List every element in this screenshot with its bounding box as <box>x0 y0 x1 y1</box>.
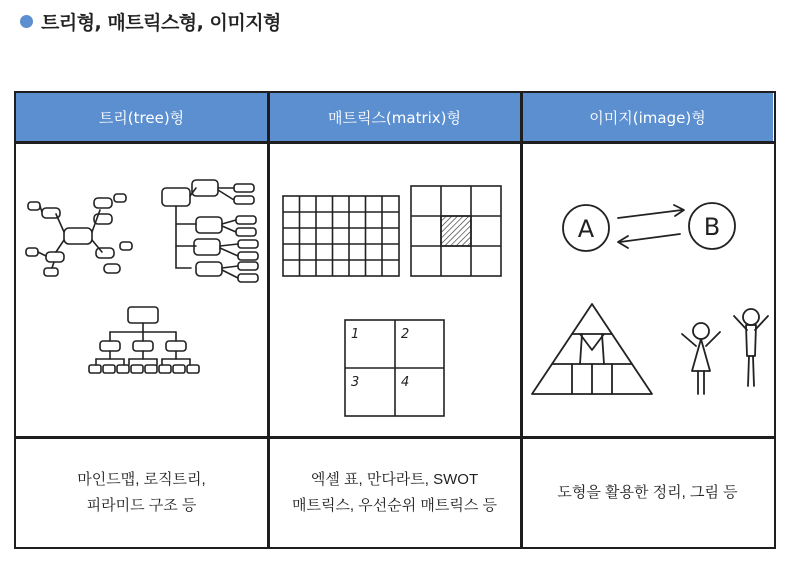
quadrant-number: 1 <box>351 327 360 342</box>
description-image: 도형을 활용한 정리, 그림 등 <box>557 484 738 501</box>
grid-table-icon <box>283 196 399 276</box>
page-title: 트리형, 매트릭스형, 이미지형 <box>41 11 281 34</box>
logic-tree-icon <box>162 180 258 282</box>
matrix-illustration <box>269 144 520 436</box>
quadrant-matrix-icon <box>345 320 444 416</box>
mind-map-icon <box>26 194 132 276</box>
quadrant-number: 4 <box>401 375 410 390</box>
comparison-table <box>14 91 776 549</box>
quadrant-number: 2 <box>401 327 410 342</box>
header-image: 이미지(image)형 <box>522 93 773 141</box>
bullet-icon <box>20 15 33 28</box>
header-matrix: 매트릭스(matrix)형 <box>269 93 520 141</box>
mandalart-grid-icon <box>411 186 501 276</box>
tree-illustration <box>16 144 267 436</box>
quadrant-number: 3 <box>351 375 360 390</box>
image-illustration <box>522 144 773 436</box>
heading-row <box>20 6 281 36</box>
description-tree: 마인드맵, 로직트리, 피라미드 구조 등 <box>77 471 206 514</box>
circle-a-label: A <box>577 215 595 243</box>
pyramid-icon <box>532 304 652 394</box>
header-tree: 트리(tree)형 <box>16 93 267 141</box>
circle-b-label: B <box>703 213 721 241</box>
description-matrix: 엑셀 표, 만다라트, SWOT 매트릭스, 우선순위 매트릭스 등 <box>291 471 498 514</box>
pyramid-structure-icon <box>89 307 199 373</box>
people-figures-icon <box>682 309 768 394</box>
